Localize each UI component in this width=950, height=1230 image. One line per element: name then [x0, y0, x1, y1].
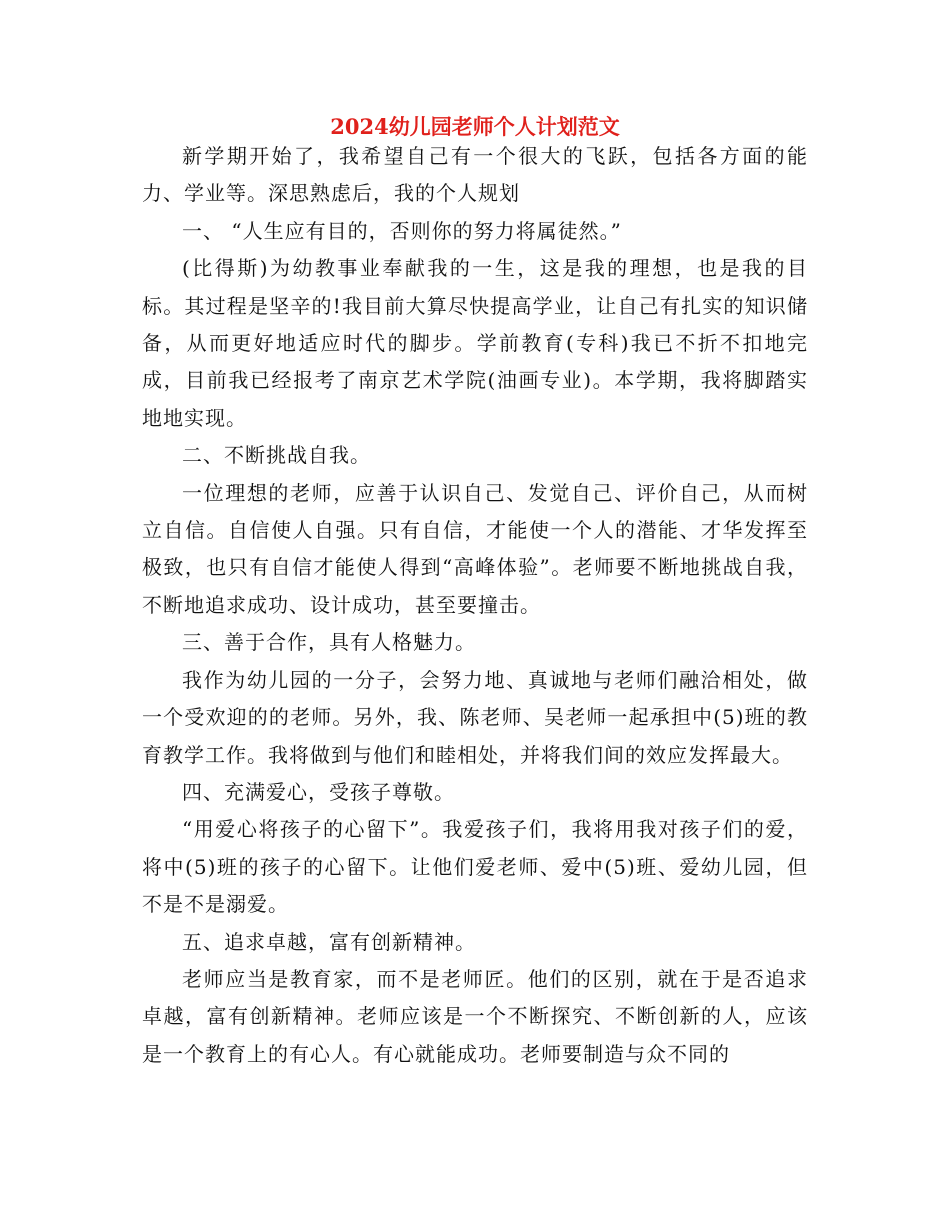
heading-section-5: 五、追求卓越，富有创新精神。	[182, 929, 476, 954]
heading-section-3: 三、善于合作，具有人格魅力。	[182, 630, 476, 655]
heading-section-4: 四、充满爱心，受孩子尊敬。	[182, 779, 455, 804]
document-title: 2024幼儿园老师个人计划范文	[330, 114, 620, 139]
heading-section-2: 二、不断挑战自我。	[182, 443, 371, 468]
paragraph-section-2: 一位理想的老师，应善于认识自己、发觉自己、评价自己，从而树立自信。自信使人自强。只有自信，才能使一个人的潜能、才华发挥至极致，也只有自信才能使人得到“高峰体验”。老师要不断地挑战自我，不断地追求成功、设计成功，甚至要撞击。	[142, 480, 808, 617]
paragraph-section-4: “用爱心将孩子的心留下”。我爱孩子们，我将用我对孩子们的爱，将中(5)班的孩子的心留下。让他们爱老师、爱中(5)班、爱幼儿园，但不是不是溺爱。	[142, 817, 808, 917]
paragraph-section-1: (比得斯)为幼教事业奉献我的一生，这是我的理想，也是我的目标。其过程是坚辛的!我目前大算尽快提高学业，让自己有扎实的知识储备，从而更好地适应时代的脚步。学前教育(专科)我已不折不扣地完成，目前我已经报考了南京艺术学院(油画专业)。本学期，我将脚踏实地地实现。	[142, 256, 808, 430]
paragraph-intro: 新学期开始了，我希望自己有一个很大的飞跃，包括各方面的能力、学业等。深思熟虑后，我的个人规划	[142, 144, 808, 206]
document-body	[142, 138, 808, 1073]
paragraph-section-3: 我作为幼儿园的一分子，会努力地、真诚地与老师们融洽相处，做一个受欢迎的的老师。另外，我、陈老师、吴老师一起承担中(5)班的教育教学工作。我将做到与他们和睦相处，并将我们间的效应发挥最大。	[142, 667, 808, 767]
heading-section-1: 一、 “人生应有目的，否则你的努力将属徒然。”	[182, 218, 622, 243]
paragraph-section-5: 老师应当是教育家，而不是老师匠。他们的区别，就在于是否追求卓越，富有创新精神。老师应该是一个不断探究、不断创新的人，应该是一个教育上的有心人。有心就能成功。老师要制造与众不同的	[142, 966, 808, 1066]
